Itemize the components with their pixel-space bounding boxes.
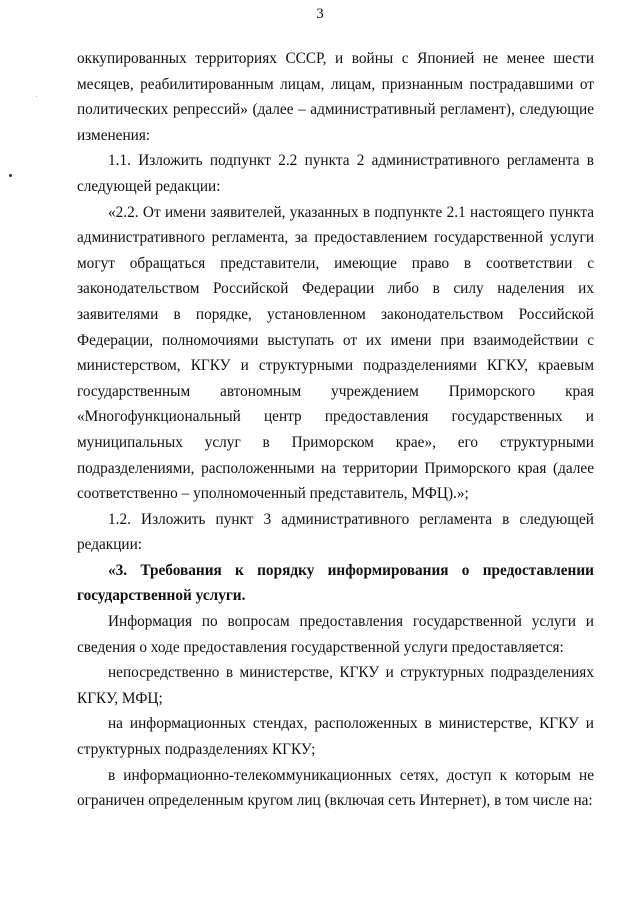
paragraph-list-item-direct: непосредственно в министерстве, КГКУ и структурных подразделениях КГКУ, МФЦ; bbox=[77, 664, 594, 707]
paragraph-list-item-stands: на информационных стендах, расположенных в министерстве, КГКУ и структурных подразделениях КГКУ; bbox=[77, 715, 594, 759]
section-heading-3: «3. Требования к порядку информирования о предоставлении государственной услуги. bbox=[77, 561, 594, 605]
paragraph-information-intro: Информация по вопросам предоставления государственной услуги и сведения о ходе предоставления государственной услуги предоставляется: bbox=[77, 613, 594, 656]
paragraph-intro-continuation: оккупированных территориях СССР, и войны с Японией не менее шести месяцев, реабилитированным лицам, лицам, признанным пострадавшими от политических репрессий» (далее – административный регламент), следующие изменения: bbox=[77, 50, 594, 144]
margin-mark bbox=[9, 174, 12, 177]
paragraph-item-1-1: 1.1. Изложить подпункт 2.2 пункта 2 административного регламента в следующей редакции: bbox=[77, 152, 594, 195]
paragraph-list-item-networks: в информационно-телекоммуникационных сетях, доступ к которым не ограничен определенным кругом лиц (включая сеть Интернет), в том числе на: bbox=[77, 766, 594, 810]
page-number: 3 bbox=[316, 6, 324, 22]
paragraph-quote-2-2: «2.2. От имени заявителей, указанных в подпункте 2.1 настоящего пункта административного регламента, за предоставлением государственной услуги могут обращаться представители, имеющие право в соответствии с законодательством Российской Федерации либо в силу наделения их заявителями в порядке, установленном законодательством Российской Федерации, полномочиями выступать от их имени при взаимодействии с министерством, КГКУ и структурными подразделениями КГКУ, краевым государственным автономным учреждением Приморского края «Многофункциональный центр предоставления государственных и муниципальных услуг в Приморском крае», его структурными подразделениями, расположенными на территории Приморского края (далее соответственно – уполномоченный представитель, МФЦ).»; bbox=[77, 203, 594, 503]
margin-mark bbox=[36, 96, 37, 97]
document-body bbox=[77, 46, 594, 814]
paragraph-item-1-2: 1.2. Изложить пункт 3 административного регламента в следующей редакции: bbox=[77, 510, 594, 554]
